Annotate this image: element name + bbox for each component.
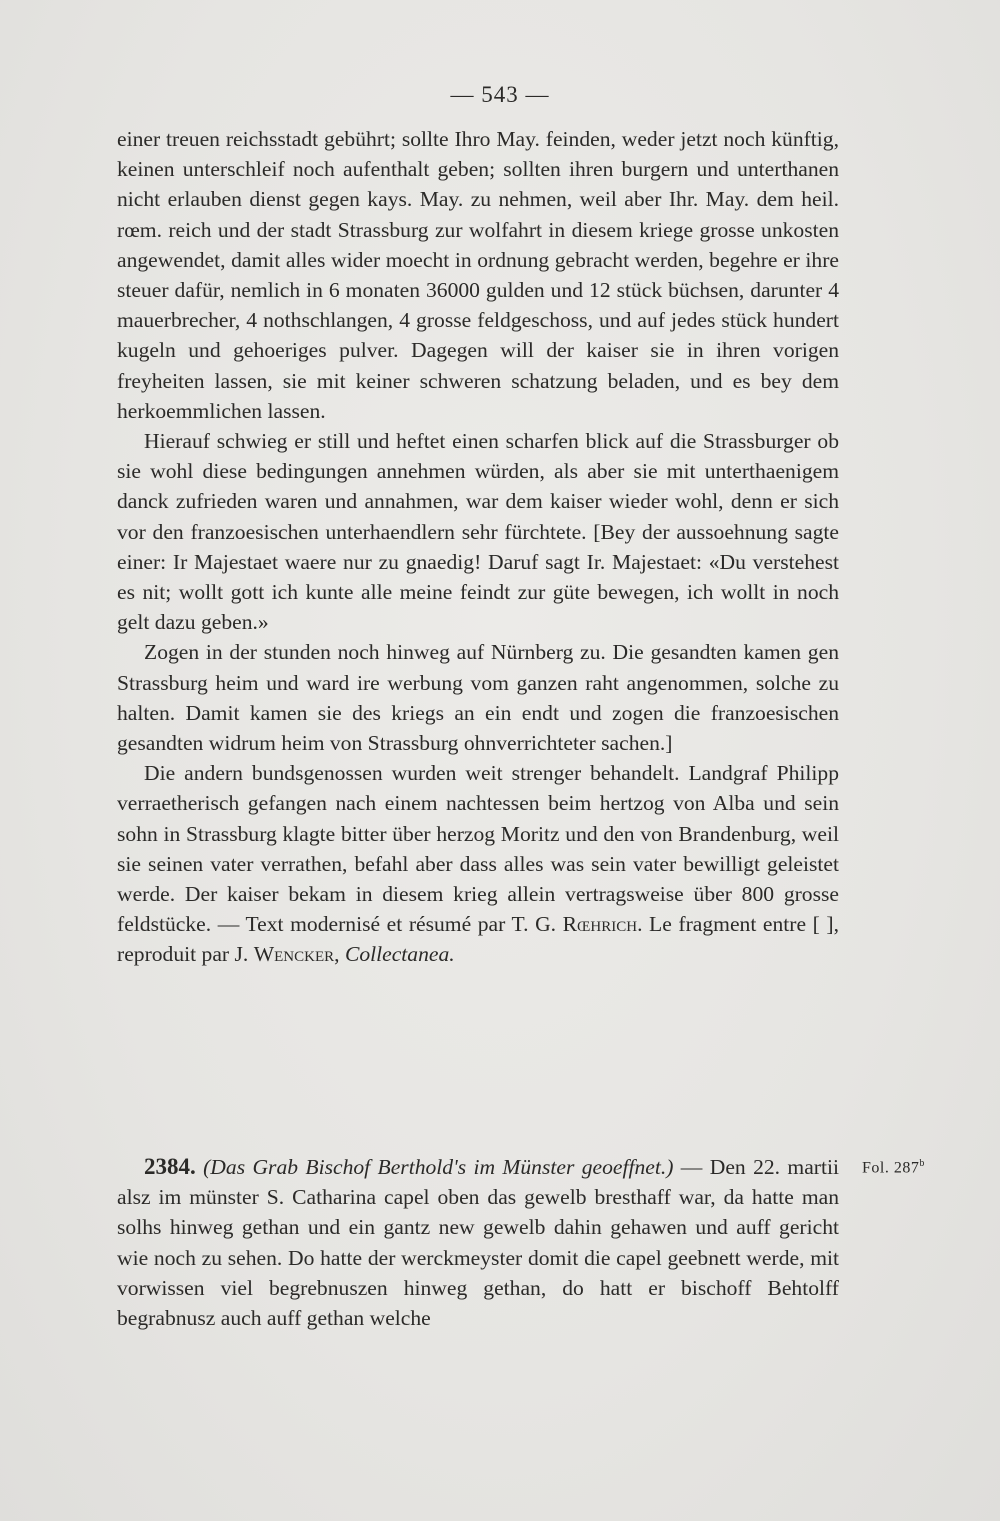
entry-title: (Das Grab Bischof Berthold's im Münster geoeffnet.) [203, 1155, 674, 1179]
entry-text: — Den 22. martii alsz im münster S. Catharina capel oben das gewelb bresthaff war, da hatte man solhs hinweg gethan und ein gantz new gewelb dahin gehawen und auff gericht wie noch zu sehen. Do hatte der werckmeyster domit die capel geebnett werde, mit vorwissen viel begrebnuszen hinweg gethan, do hatt er bischoff Behtolff begrabnusz auch auff gethan welche [117, 1155, 839, 1331]
author-name-wencker: Wencker [253, 942, 335, 967]
margin-folio-note [862, 1158, 925, 1177]
page-number: — 543 — [450, 82, 550, 107]
entry-paragraph [117, 1152, 839, 1333]
source-title: Collectanea. [344, 942, 455, 967]
folio-label: Fol. 287 [862, 1159, 920, 1177]
entry-number: 2384. [144, 1154, 196, 1179]
paragraph-2: Hierauf schwieg er still und heftet einen scharfen blick auf die Strassburger ob sie wohl diese bedingungen annehmen würden, als aber sie mit unterthaenigem danck zufrieden waren und annahmen, war dem kaiser wieder wohl, denn er sich vor den franzoesischen unterhaendlern sehr fürchtete. [Bey der aussoehnung sagte einer: Ir Majestaet waere nur zu gnaedig! Daruf sagt Ir. Majestaet: «Du verstehest es nit; wollt gott ich kunte alle meine feindt zur güte bewegen, ich wollt in noch gelt dazu geben.» [117, 429, 839, 635]
paragraph-4-end: , [334, 942, 340, 967]
paragraph-1: einer treuen reichsstadt gebührt; sollte Ihro May. feinden, weder jetzt noch künftig, keinen unterschleif noch aufenthalt geben; sollten ihren burgern und unterthanen nicht erlauben dienst gegen kays. May. zu nehmen, weil aber Ihr. May. dem heil. rœm. reich und der stadt Strassburg zur wolfahrt in diesem kriege grosse unkosten angewendet, damit alles wider moecht in ordnung gebracht werden, begehre er ihre steuer dafür, nemlich in 6 monaten 36000 gulden und 12 stück büchsen, darunter 4 mauerbrecher, 4 nothschlangen, 4 grosse feldgeschoss, und auf jedes stück hundert kugeln und gehoeriges pulver. Dagegen will der kaiser sie in ihren vorigen freyheiten lassen, sie mit keiner schweren schatzung beladen, und es bey dem herkoemmlichen lassen. [117, 127, 839, 423]
folio-superscript: b [919, 1158, 925, 1169]
author-name-roehrich: Rœhrich [562, 912, 638, 937]
paragraph-4-middle: . Le fragment entre [ ], reproduit par J. [117, 912, 839, 967]
paragraph-4-text: Die andern bundsgenossen wurden weit strenger behandelt. Landgraf Philipp verraetherisch gefangen nach einem nachtessen beim hertzog von Alba und sein sohn in Strassburg klagte bitter über herzog Moritz und den von Brandenburg, weil sie seinen vater verrathen, befahl aber dass alles was sein vater bewilligt geleistet werde. Der kaiser bekam in diesem krieg allein vertragsweise über 800 grosse feldstücke. — Text modernisé et résumé par T. G. [117, 761, 839, 937]
main-text [117, 124, 839, 970]
paragraph-4 [117, 758, 839, 969]
entry-2384 [117, 1152, 839, 1333]
paragraph-3: Zogen in der stunden noch hinweg auf Nürnberg zu. Die gesandten kamen gen Strassburg heim und ward ire werbung vom ganzen raht angenommen, solche zu halten. Damit kamen sie des kriegs an ein endt und zogen die franzoesischen gesandten widrum heim von Strassburg ohnverrichteter sachen.] [117, 640, 839, 756]
